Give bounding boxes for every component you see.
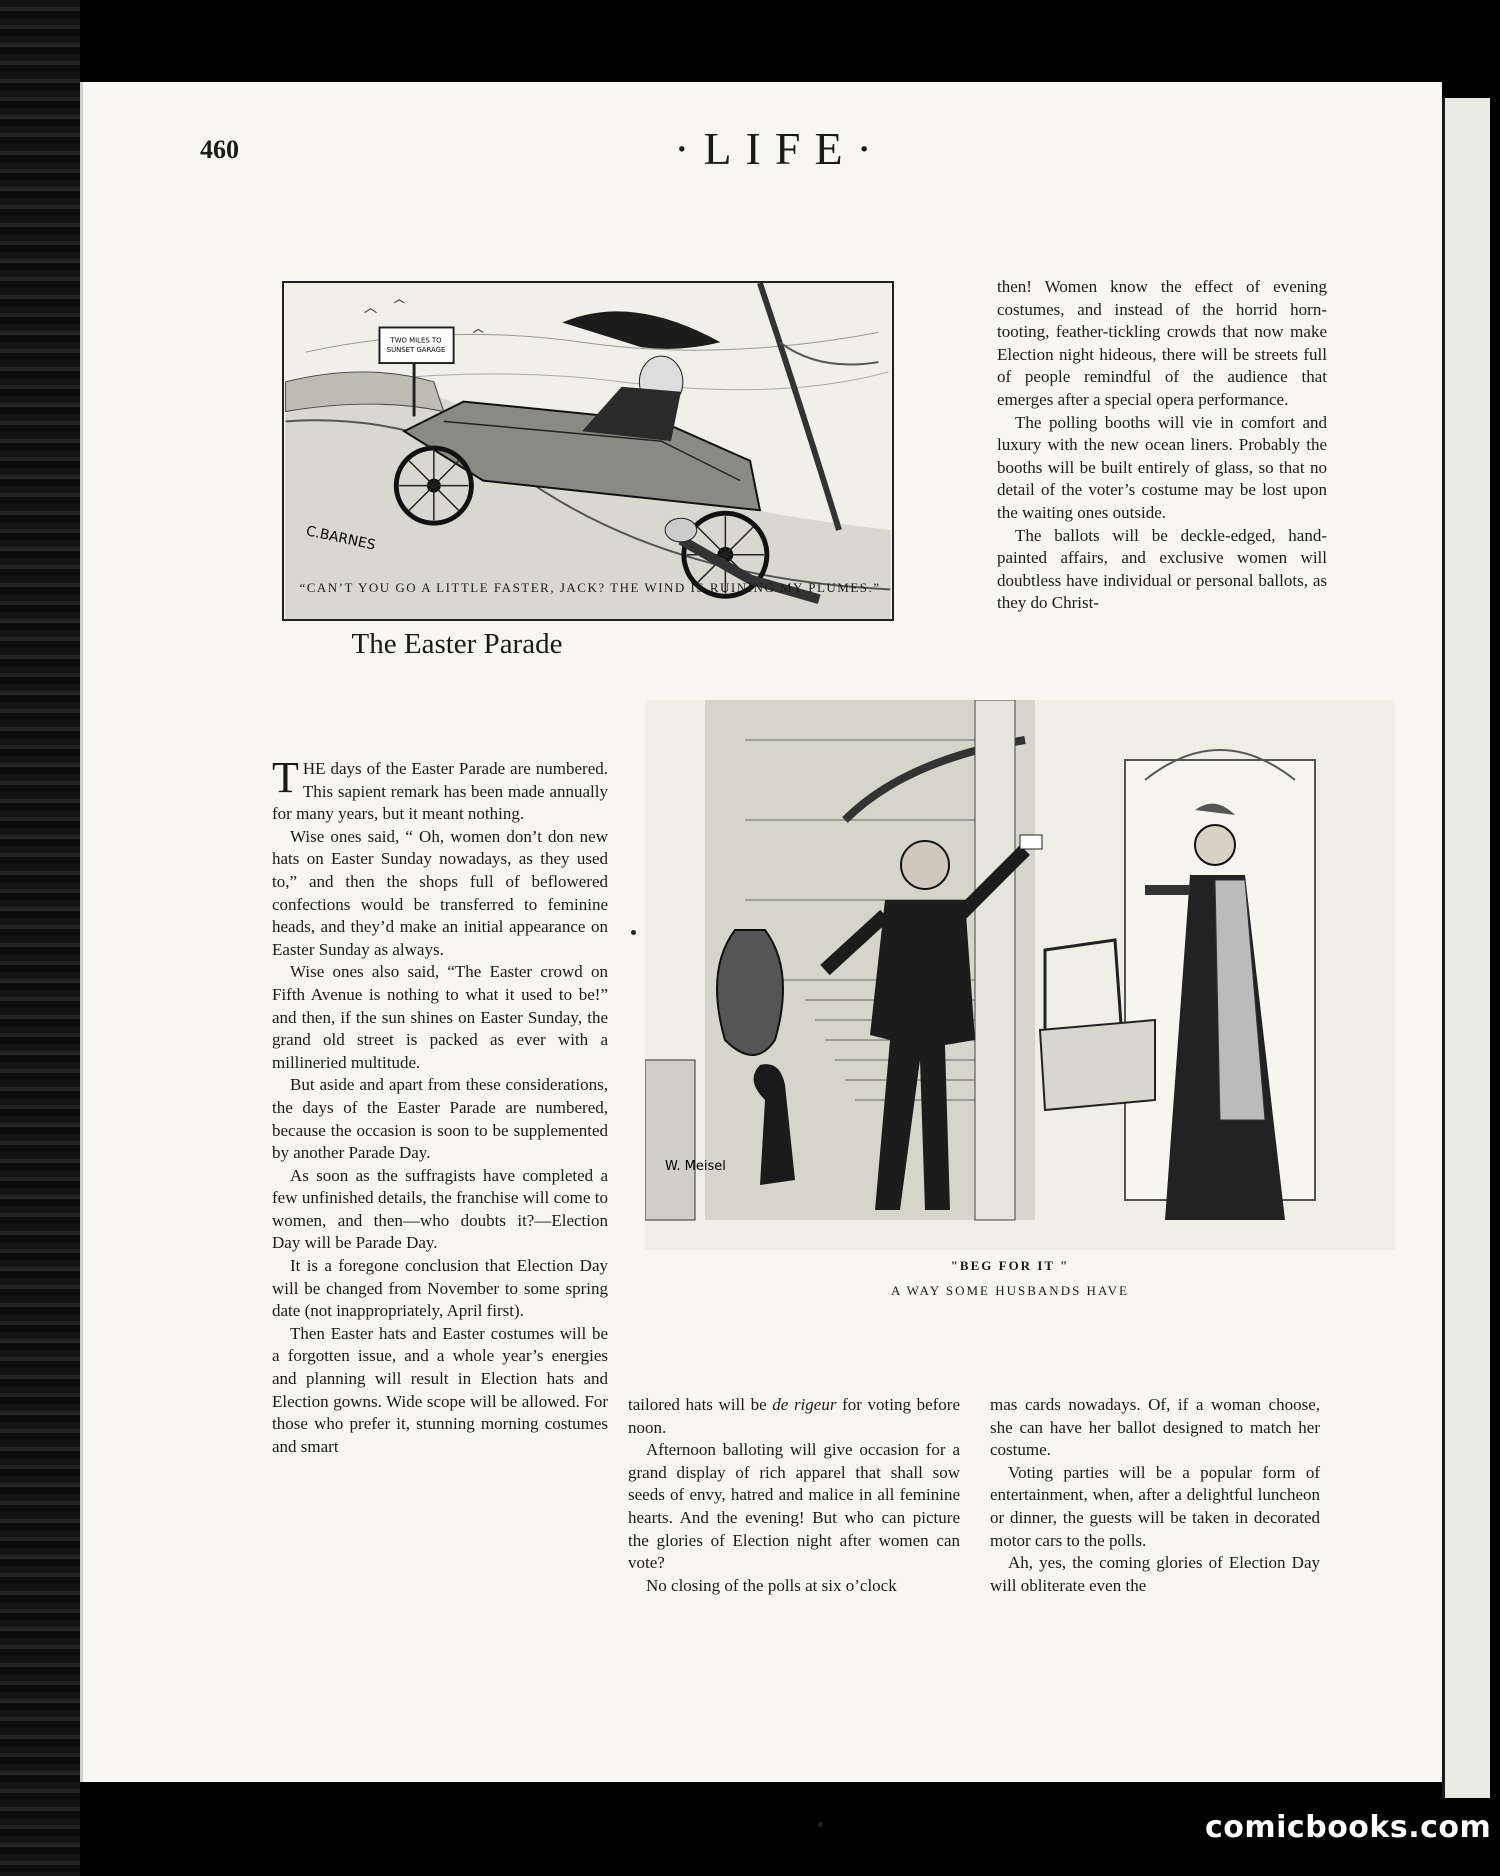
page-speck (818, 1822, 823, 1827)
masthead-title: ·LIFE· (674, 123, 886, 174)
next-page-edge (1442, 98, 1490, 1798)
paragraph-text: for voting before noon. (628, 1395, 960, 1437)
page-number: 460 (200, 135, 239, 164)
husband-drawing (645, 700, 1395, 1250)
artist-signature: C.BARNES (304, 523, 377, 554)
paragraph (628, 1394, 960, 1439)
article-column-3-top (997, 276, 1327, 615)
paragraph: Wise ones said, “ Oh, women don’t don new hats on Easter Sunday nowadays, as they used to,” and then the shops full of beflowered confections would be transferred to feminine heads, and they’d make an initial appearance on Easter Sunday as always. (272, 826, 608, 959)
paragraph: The ballots will be deckle-edged, hand-painted affairs, and exclusive women will doubtless have individual or personal ballots, as they do Christ- (997, 525, 1327, 613)
husband-illustration-title: "BEG FOR IT " (950, 1258, 1070, 1273)
illustrator-signature: W. Meisel (665, 1159, 726, 1174)
scan-left-edge (0, 0, 80, 1876)
paragraph: Ah, yes, the coming glories of Election Day will obliterate even the (990, 1553, 1320, 1595)
paragraph: As soon as the suffragists have completed a few unfinished details, the franchise will come to women, and then—who doubts it?—Election Day will be Parade Day. (272, 1165, 608, 1253)
paragraph: THE days of the Easter Parade are numbered. This sapient remark has been made annually for many years, but it meant nothing. (272, 753, 608, 824)
sign-line-2: SUNSET GARAGE (386, 346, 446, 355)
paragraph: mas cards nowadays. Of, if a woman choose, she can have her ballot designed to match her costume. (990, 1395, 1320, 1460)
car-illustration (282, 281, 894, 621)
paragraph: Then Easter hats and Easter costumes will be a forgotten issue, and a whole year’s energies and planning will result in Election hats and Election gowns. Wide scope will be allowed. For those who prefer it, stunning morning costumes and smart (272, 1323, 608, 1456)
page-speck (631, 930, 636, 935)
husband-illustration-subtitle: A WAY SOME HUSBANDS HAVE (891, 1283, 1129, 1298)
car-drawing (284, 283, 892, 619)
article-title: The Easter Parade (351, 628, 563, 660)
article-column-1 (272, 753, 608, 1458)
paragraph: then! Women know the effect of evening costumes, and instead of the horrid horn-tooting, feather-tickling crowds that now make Election night hideous, there will be streets full of people remindful of the audience that emerges after a special opera performance. (997, 277, 1327, 409)
article-column-2 (628, 1394, 960, 1597)
paragraph: Afternoon balloting will give occasion for a grand display of rich apparel that shall sow seeds of envy, hatred and malice in all feminine hearts. And the evening! But who can picture the glories of Election night after women can vote? (628, 1440, 960, 1573)
paragraph: No closing of the polls at six o’clock (646, 1575, 897, 1595)
sign-line-1: TWO MILES TO (390, 336, 442, 345)
watermark: comicbooks.com (1205, 1810, 1492, 1845)
article-column-3-bottom (990, 1394, 1320, 1597)
paragraph: It is a foregone conclusion that Election Day will be changed from November to some spring date (not inappropriately, April first). (272, 1256, 608, 1321)
paragraph: But aside and apart from these considerations, the days of the Easter Parade are numbered, because the occasion is soon to be supplemented by another Parade Day. (272, 1075, 608, 1163)
car-illustration-caption: “CAN’T YOU GO A LITTLE FASTER, JACK? THE WIND IS RUINING MY PLUMES.” (299, 580, 881, 595)
paragraph: Wise ones also said, “The Easter crowd on Fifth Avenue is nothing to what it used to be!” and then, if the sun shines on Easter Sunday, the grand old street is packed as ever with a millineried multitude. (272, 962, 608, 1072)
italic-phrase: de rigeur (772, 1395, 837, 1414)
paragraph: The polling booths will vie in comfort and luxury with the new ocean liners. Probably the booths will be built entirely of glass, so that no detail of the voter’s costume may be lost upon the waiting ones outside. (997, 412, 1327, 522)
paragraph: Voting parties will be a popular form of entertainment, when, after a delightful luncheon or dinner, the guests will be taken in decorated motor cars to the polls. (990, 1462, 1320, 1550)
husband-illustration (645, 700, 1395, 1250)
paragraph-text: tailored hats will be (628, 1395, 773, 1414)
